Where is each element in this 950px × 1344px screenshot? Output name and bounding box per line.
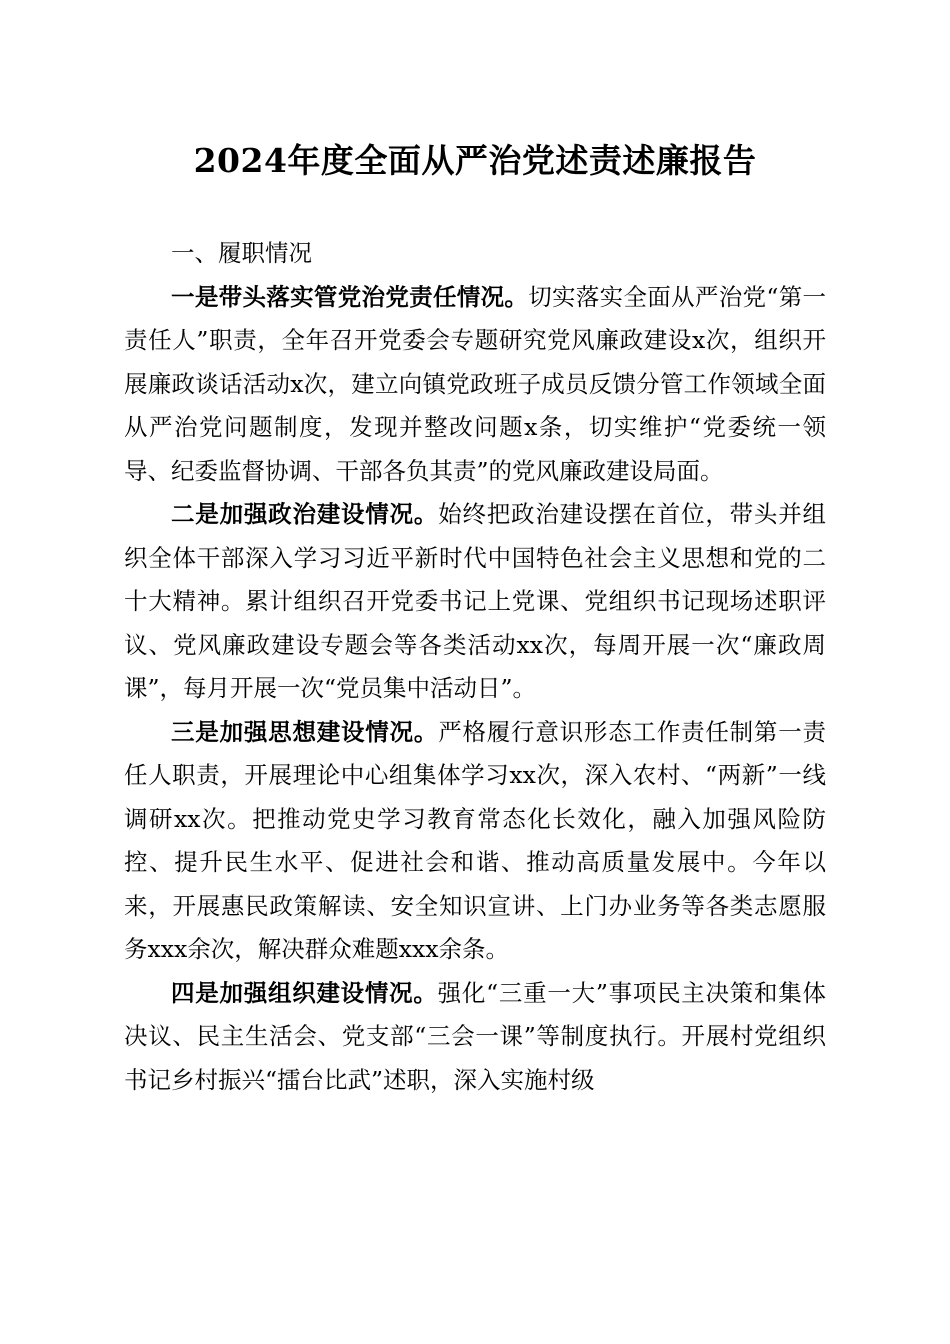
- paragraph-text: 严格履行意识形态工作责任制第一责任人职责，开展理论中心组集体学习xx次，深入农村、“两新”一线调研xx次。把推动党史学习教育常态化长效化，融入加强风险防控、提升民生水平、促进社会和谐、推动高质量发展中。今年以来，开展惠民政策解读、安全知识宣讲、上门办业务等各类志愿服务xxx余次，解决群众难题xxx余条。: [124, 717, 827, 963]
- document-body: [124, 232, 826, 1102]
- document-title: 2024年度全面从严治党述责述廉报告: [193, 141, 757, 180]
- paragraph-lead: 三是加强思想建设情况。: [171, 717, 439, 746]
- paragraph-text: 切实落实全面从严治党“第一责任人”职责，全年召开党委会专题研究党风廉政建设x次，组织开展廉政谈话活动x次，建立向镇党政班子成员反馈分管工作领域全面从严治党问题制度，发现并整改问题x条，切实维护“党委统一领导、纪委监督协调、干部各负其责”的党风廉政建设局面。: [124, 282, 827, 485]
- paragraph-lead: 一是带头落实管党治党责任情况。: [171, 282, 529, 311]
- paragraph-text: 强化“三重一大”事项民主决策和集体决议、民主生活会、党支部“三会一课”等制度执行。开展村党组织书记乡村振兴“擂台比武”述职，深入实施村级: [124, 978, 827, 1094]
- paragraph-2: [124, 493, 826, 711]
- paragraph-1: [124, 276, 826, 494]
- section-heading: 一、履职情况: [171, 239, 312, 267]
- paragraph-text: 始终把政治建设摆在首位，带头并组织全体干部深入学习习近平新时代中国特色社会主义思想和党的二十大精神。累计组织召开党委书记上党课、党组织书记现场述职评议、党风廉政建设专题会等各类活动xx次，每周开展一次“廉政周课”，每月开展一次“党员集中活动日”。: [124, 500, 827, 702]
- paragraph-3: [124, 711, 826, 972]
- paragraph-lead: 二是加强政治建设情况。: [171, 500, 439, 528]
- paragraph-4: [124, 972, 826, 1103]
- paragraph-lead: 四是加强组织建设情况。: [171, 978, 438, 1007]
